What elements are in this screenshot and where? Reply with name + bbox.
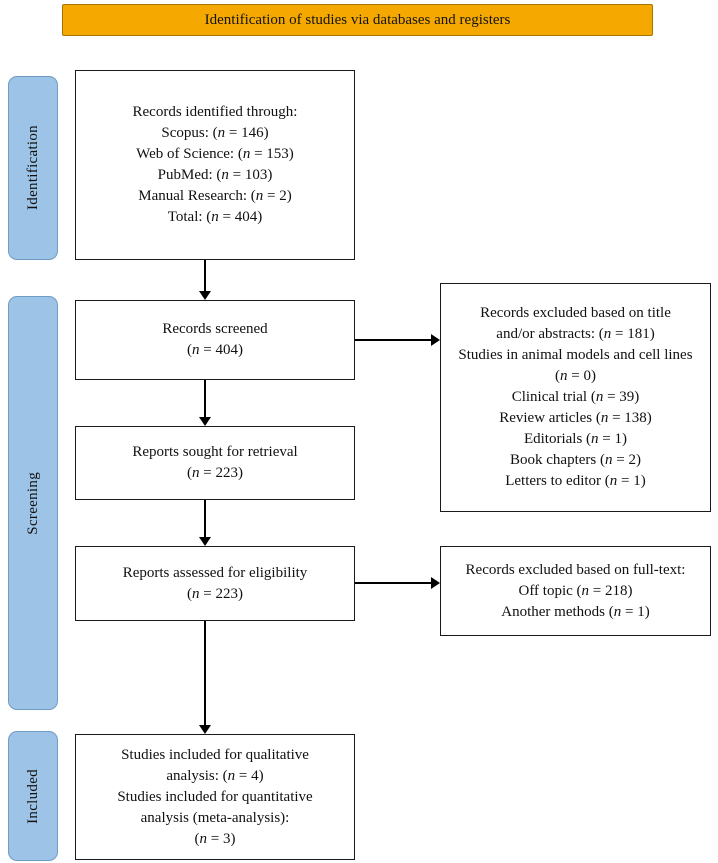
box-text-line: Web of Science: (n = 153)	[136, 146, 294, 162]
box-text-line: Off topic (n = 218)	[518, 582, 633, 599]
box-text-line: Another methods (n = 1)	[501, 603, 650, 620]
box-text-line: Reports assessed for eligibility	[122, 564, 308, 581]
arrow-shaft	[204, 260, 206, 292]
down-arrow-icon	[199, 725, 211, 734]
box-excluded-title-abstract	[440, 283, 711, 512]
box-text-line: (n = 3)	[194, 830, 236, 847]
box-text-line: Studies included for quantitative	[117, 788, 313, 805]
stage-label-included	[8, 731, 58, 861]
right-arrow-icon	[431, 577, 440, 589]
arrow-shaft	[355, 339, 432, 341]
stage-label-identification	[8, 76, 58, 260]
box-text-line: PubMed: (n = 103)	[157, 167, 273, 183]
box-text-line: (n = 223)	[187, 585, 243, 602]
box-text-line: (n = 404)	[187, 342, 243, 358]
box-text-line: Records screened	[162, 321, 268, 337]
box-text-line: Studies included for qualitative	[121, 746, 309, 763]
stage-identification-label: Identification	[24, 125, 41, 211]
box-text-line: Clinical trial (n = 39)	[511, 389, 640, 405]
down-arrow-icon	[199, 291, 211, 300]
down-arrow-icon	[199, 417, 211, 426]
stage-included-label: Included	[24, 768, 41, 824]
stage-label-screening	[8, 296, 58, 710]
arrow-screened-to-sought	[199, 380, 211, 426]
box-reports-sought	[75, 426, 355, 500]
right-arrow-icon	[431, 334, 440, 346]
stage-screening-label: Screening	[24, 471, 41, 535]
box-text-line: Manual Research: (n = 2)	[138, 188, 292, 204]
box-text-line: (n = 0)	[555, 368, 596, 384]
arrow-shaft	[204, 621, 206, 726]
arrow-identified-to-screened	[199, 260, 211, 300]
box-text-line: analysis: (n = 4)	[166, 767, 264, 784]
box-reports-assessed	[75, 546, 355, 621]
down-arrow-icon	[199, 537, 211, 546]
box-text-line: Review articles (n = 138)	[499, 410, 652, 426]
box-text-line: Records excluded based on title	[480, 305, 671, 321]
box-records-screened	[75, 300, 355, 380]
box-studies-included	[75, 734, 355, 860]
box-text-line: Scopus: (n = 146)	[161, 125, 269, 141]
box-text-line: Total: (n = 404)	[167, 209, 263, 225]
box-text-line: Studies in animal models and cell lines	[458, 347, 693, 363]
arrow-assessed-to-included	[199, 621, 211, 734]
box-text-line: and/or abstracts: (n = 181)	[496, 326, 655, 342]
arrow-shaft	[355, 582, 432, 584]
box-text-line: Book chapters (n = 2)	[510, 452, 641, 468]
box-text-line: analysis (meta-analysis):	[140, 809, 290, 826]
arrow-assessed-to-excluded	[355, 577, 440, 589]
box-text-line: Records excluded based on full-text:	[465, 561, 686, 578]
box-text-line: Reports sought for retrieval	[132, 444, 298, 460]
arrow-sought-to-assessed	[199, 500, 211, 546]
title-banner	[62, 4, 653, 36]
box-records-identified	[75, 70, 355, 260]
box-text-line: Records identified through:	[132, 104, 298, 120]
arrow-shaft	[204, 380, 206, 418]
box-text-line: Letters to editor (n = 1)	[505, 473, 646, 489]
box-text-line: (n = 223)	[187, 465, 243, 481]
box-text-line: Editorials (n = 1)	[523, 431, 628, 447]
box-excluded-full-text	[440, 546, 711, 636]
diagram-title: Identification of studies via databases and registers	[204, 11, 511, 28]
arrow-screened-to-excluded	[355, 334, 440, 346]
arrow-shaft	[204, 500, 206, 538]
